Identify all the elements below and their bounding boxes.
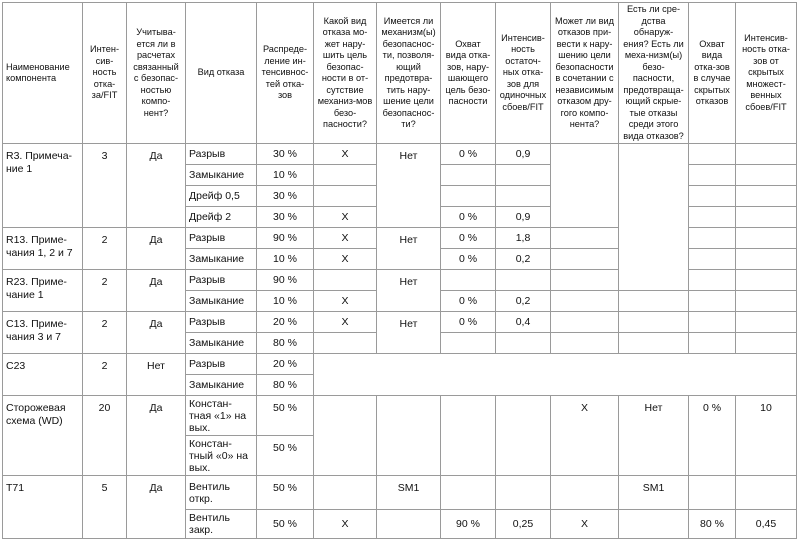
- component-name: R3. Примеча-ние 1: [3, 144, 83, 228]
- distribution: 10 %: [257, 165, 314, 186]
- table-row: [3, 312, 797, 333]
- empty-cells: [314, 354, 797, 396]
- failure-mode: Замыкание: [186, 249, 257, 270]
- residual-fit: [496, 476, 551, 510]
- distribution: 20 %: [257, 354, 314, 375]
- table-row: [3, 144, 797, 165]
- violate-mark: [314, 165, 377, 186]
- latent-fit: 0,45: [736, 510, 797, 539]
- latent-coverage: [736, 270, 797, 291]
- coverage: 0 %: [441, 312, 496, 333]
- residual-fit: [496, 270, 551, 291]
- header-coverage: Охват вида отка-зов, нару-шающего цель безо-пасности: [441, 3, 496, 144]
- component-name: C23: [3, 354, 83, 396]
- component-considered: Да: [127, 476, 186, 539]
- distribution: 50 %: [257, 510, 314, 539]
- table-row: [3, 396, 797, 436]
- latent-fit: [736, 186, 797, 207]
- distribution: 90 %: [257, 270, 314, 291]
- multi-point: [551, 291, 619, 312]
- failure-mode: Разрыв: [186, 144, 257, 165]
- coverage: 0 %: [441, 144, 496, 165]
- mechanism: Нет: [377, 312, 441, 354]
- latent-fit: [736, 144, 797, 165]
- header-fit: Интен-сив-ность отка-за/FIT: [83, 3, 127, 144]
- residual-fit: 0,25: [496, 510, 551, 539]
- header-row: [3, 3, 797, 144]
- residual-fit: 1,8: [496, 228, 551, 249]
- component-considered: Да: [127, 312, 186, 354]
- component-fit: 2: [83, 354, 127, 396]
- failure-mode: Замыкание: [186, 333, 257, 354]
- header-residual: Интенсив-ность остаточ-ных отка-зов для одиночных сбоев/FIT: [496, 3, 551, 144]
- multi-point: [551, 270, 619, 291]
- violate-mark: X: [314, 291, 377, 312]
- failure-mode: Дрейф 0,5: [186, 186, 257, 207]
- component-name: Сторожевая схема (WD): [3, 396, 83, 476]
- detection: SM1: [619, 476, 689, 510]
- coverage: 90 %: [441, 510, 496, 539]
- header-considered: Учитыва-ется ли в расчетах связанный с безопас-ностью компо-нент?: [127, 3, 186, 144]
- failure-mode: Разрыв: [186, 354, 257, 375]
- detection: [619, 144, 689, 291]
- distribution: 30 %: [257, 144, 314, 165]
- coverage: 0 %: [441, 207, 496, 228]
- violate-mark: [314, 396, 377, 476]
- violate-mark: [314, 333, 377, 354]
- violate-mark: [314, 186, 377, 207]
- component-fit: 3: [83, 144, 127, 228]
- latent-fit: [736, 207, 797, 228]
- table-row: [3, 476, 797, 510]
- header-latent-coverage: Охват вида отка-зов в случае скрытых отказов: [689, 3, 736, 144]
- detection: [689, 270, 736, 291]
- violate-mark: X: [314, 312, 377, 333]
- latent-fit: [736, 291, 797, 312]
- fmeda-table: [2, 2, 797, 539]
- component-name: T71: [3, 476, 83, 539]
- residual-fit: [496, 165, 551, 186]
- coverage: [441, 476, 496, 510]
- multi-point: [551, 144, 619, 228]
- detection: Нет: [619, 396, 689, 476]
- coverage: [441, 270, 496, 291]
- latent-coverage: 80 %: [689, 510, 736, 539]
- component-name: R13. Приме-чания 1, 2 и 7: [3, 228, 83, 270]
- header-detection: Есть ли сре-дства обнаруж-ения? Есть ли меха-низм(ы) безо-пасности, предотвраща-ющий скрые-тые отказы среди этого вида отказов?: [619, 3, 689, 144]
- coverage: [441, 396, 496, 476]
- component-considered: Да: [127, 270, 186, 312]
- violate-mark: X: [314, 144, 377, 165]
- latent-coverage: [689, 291, 736, 312]
- header-mode: Вид отказа: [186, 3, 257, 144]
- latent-fit: [736, 249, 797, 270]
- multi-point: X: [551, 510, 619, 539]
- failure-mode: Замыкание: [186, 165, 257, 186]
- latent-coverage: [689, 312, 736, 333]
- latent-fit: [736, 476, 797, 510]
- violate-mark: [314, 476, 377, 510]
- distribution: 30 %: [257, 207, 314, 228]
- latent-coverage: [689, 186, 736, 207]
- failure-mode: Разрыв: [186, 312, 257, 333]
- detection: [619, 510, 689, 539]
- residual-fit: 0,9: [496, 144, 551, 165]
- distribution: 90 %: [257, 228, 314, 249]
- header-mechanism: Имеется ли механизм(ы) безопаснос-ти, позволя-ющий предотвра-тить нару-шение цели безопаснос-ти?: [377, 3, 441, 144]
- multi-point: [551, 476, 619, 510]
- coverage: [441, 186, 496, 207]
- violate-mark: X: [314, 510, 377, 539]
- latent-fit: [736, 333, 797, 354]
- failure-mode: Вентиль откр.: [186, 476, 257, 510]
- residual-fit: [496, 333, 551, 354]
- header-component: Наименование компонента: [3, 3, 83, 144]
- violate-mark: X: [314, 207, 377, 228]
- latent-coverage: [689, 249, 736, 270]
- residual-fit: 0,4: [496, 312, 551, 333]
- failure-mode: Вентиль закр.: [186, 510, 257, 539]
- residual-fit: [496, 186, 551, 207]
- component-fit: 2: [83, 270, 127, 312]
- detection: [619, 312, 689, 333]
- latent-fit: [736, 165, 797, 186]
- component-considered: Да: [127, 396, 186, 476]
- mechanism: Нет: [377, 270, 441, 312]
- failure-mode: Констан-тная «1» на вых.: [186, 396, 257, 436]
- table-row: [3, 354, 797, 375]
- component-fit: 5: [83, 476, 127, 539]
- latent-fit: 10: [736, 396, 797, 476]
- multi-point: X: [551, 396, 619, 476]
- residual-fit: 0,2: [496, 249, 551, 270]
- distribution: 20 %: [257, 312, 314, 333]
- distribution: 50 %: [257, 396, 314, 436]
- distribution: 10 %: [257, 291, 314, 312]
- multi-point: [551, 312, 619, 333]
- mechanism: Нет: [377, 228, 441, 270]
- coverage: 0 %: [441, 228, 496, 249]
- latent-coverage: [689, 333, 736, 354]
- coverage: 0 %: [441, 249, 496, 270]
- component-considered: Да: [127, 144, 186, 228]
- header-violate: Какой вид отказа мо-жет нару-шить цель безопас-ности в от-сутствие механиз-мов безо-пасности?: [314, 3, 377, 144]
- distribution: 50 %: [257, 476, 314, 510]
- distribution: 30 %: [257, 186, 314, 207]
- residual-fit: [496, 396, 551, 476]
- violate-mark: X: [314, 228, 377, 249]
- component-fit: 2: [83, 228, 127, 270]
- violate-mark: [314, 270, 377, 291]
- failure-mode: Замыкание: [186, 291, 257, 312]
- distribution: 50 %: [257, 436, 314, 476]
- residual-fit: 0,9: [496, 207, 551, 228]
- distribution: 10 %: [257, 249, 314, 270]
- latent-fit: [736, 228, 797, 249]
- failure-mode: Констан-тный «0» на вых.: [186, 436, 257, 476]
- multi-point: [551, 249, 619, 270]
- component-name: C13. Приме-чания 3 и 7: [3, 312, 83, 354]
- component-considered: Нет: [127, 354, 186, 396]
- distribution: 80 %: [257, 375, 314, 396]
- mechanism: [377, 396, 441, 476]
- mechanism: SM1: [377, 476, 441, 510]
- failure-mode: Дрейф 2: [186, 207, 257, 228]
- coverage: [441, 333, 496, 354]
- mechanism: Нет: [377, 144, 441, 228]
- latent-fit: [736, 312, 797, 333]
- latent-coverage: 0 %: [689, 396, 736, 476]
- header-latent-fit: Интенсив-ность отка-зов от скрытых множест-венных сбоев/FIT: [736, 3, 797, 144]
- component-name: R23. Приме-чание 1: [3, 270, 83, 312]
- multi-point: [551, 228, 619, 249]
- latent-coverage: [689, 144, 736, 165]
- failure-mode: Разрыв: [186, 228, 257, 249]
- header-distribution: Распреде-ление ин-тенсивнос-тей отка-зов: [257, 3, 314, 144]
- coverage: [441, 165, 496, 186]
- coverage: 0 %: [441, 291, 496, 312]
- latent-coverage: [689, 165, 736, 186]
- header-multi: Может ли вид отказов при-вести к нару-шению цели безопасности в сочетании с независимым отказом дру-гого компо-нента?: [551, 3, 619, 144]
- mechanism: [377, 510, 441, 539]
- distribution: 80 %: [257, 333, 314, 354]
- component-fit: 2: [83, 312, 127, 354]
- violate-mark: X: [314, 249, 377, 270]
- multi-point: [551, 333, 619, 354]
- detection: [619, 291, 689, 312]
- failure-mode: Разрыв: [186, 270, 257, 291]
- latent-coverage: [689, 476, 736, 510]
- component-fit: 20: [83, 396, 127, 476]
- latent-coverage: [689, 228, 736, 249]
- detection: [619, 333, 689, 354]
- component-considered: Да: [127, 228, 186, 270]
- failure-mode: Замыкание: [186, 375, 257, 396]
- residual-fit: 0,2: [496, 291, 551, 312]
- latent-coverage: [689, 207, 736, 228]
